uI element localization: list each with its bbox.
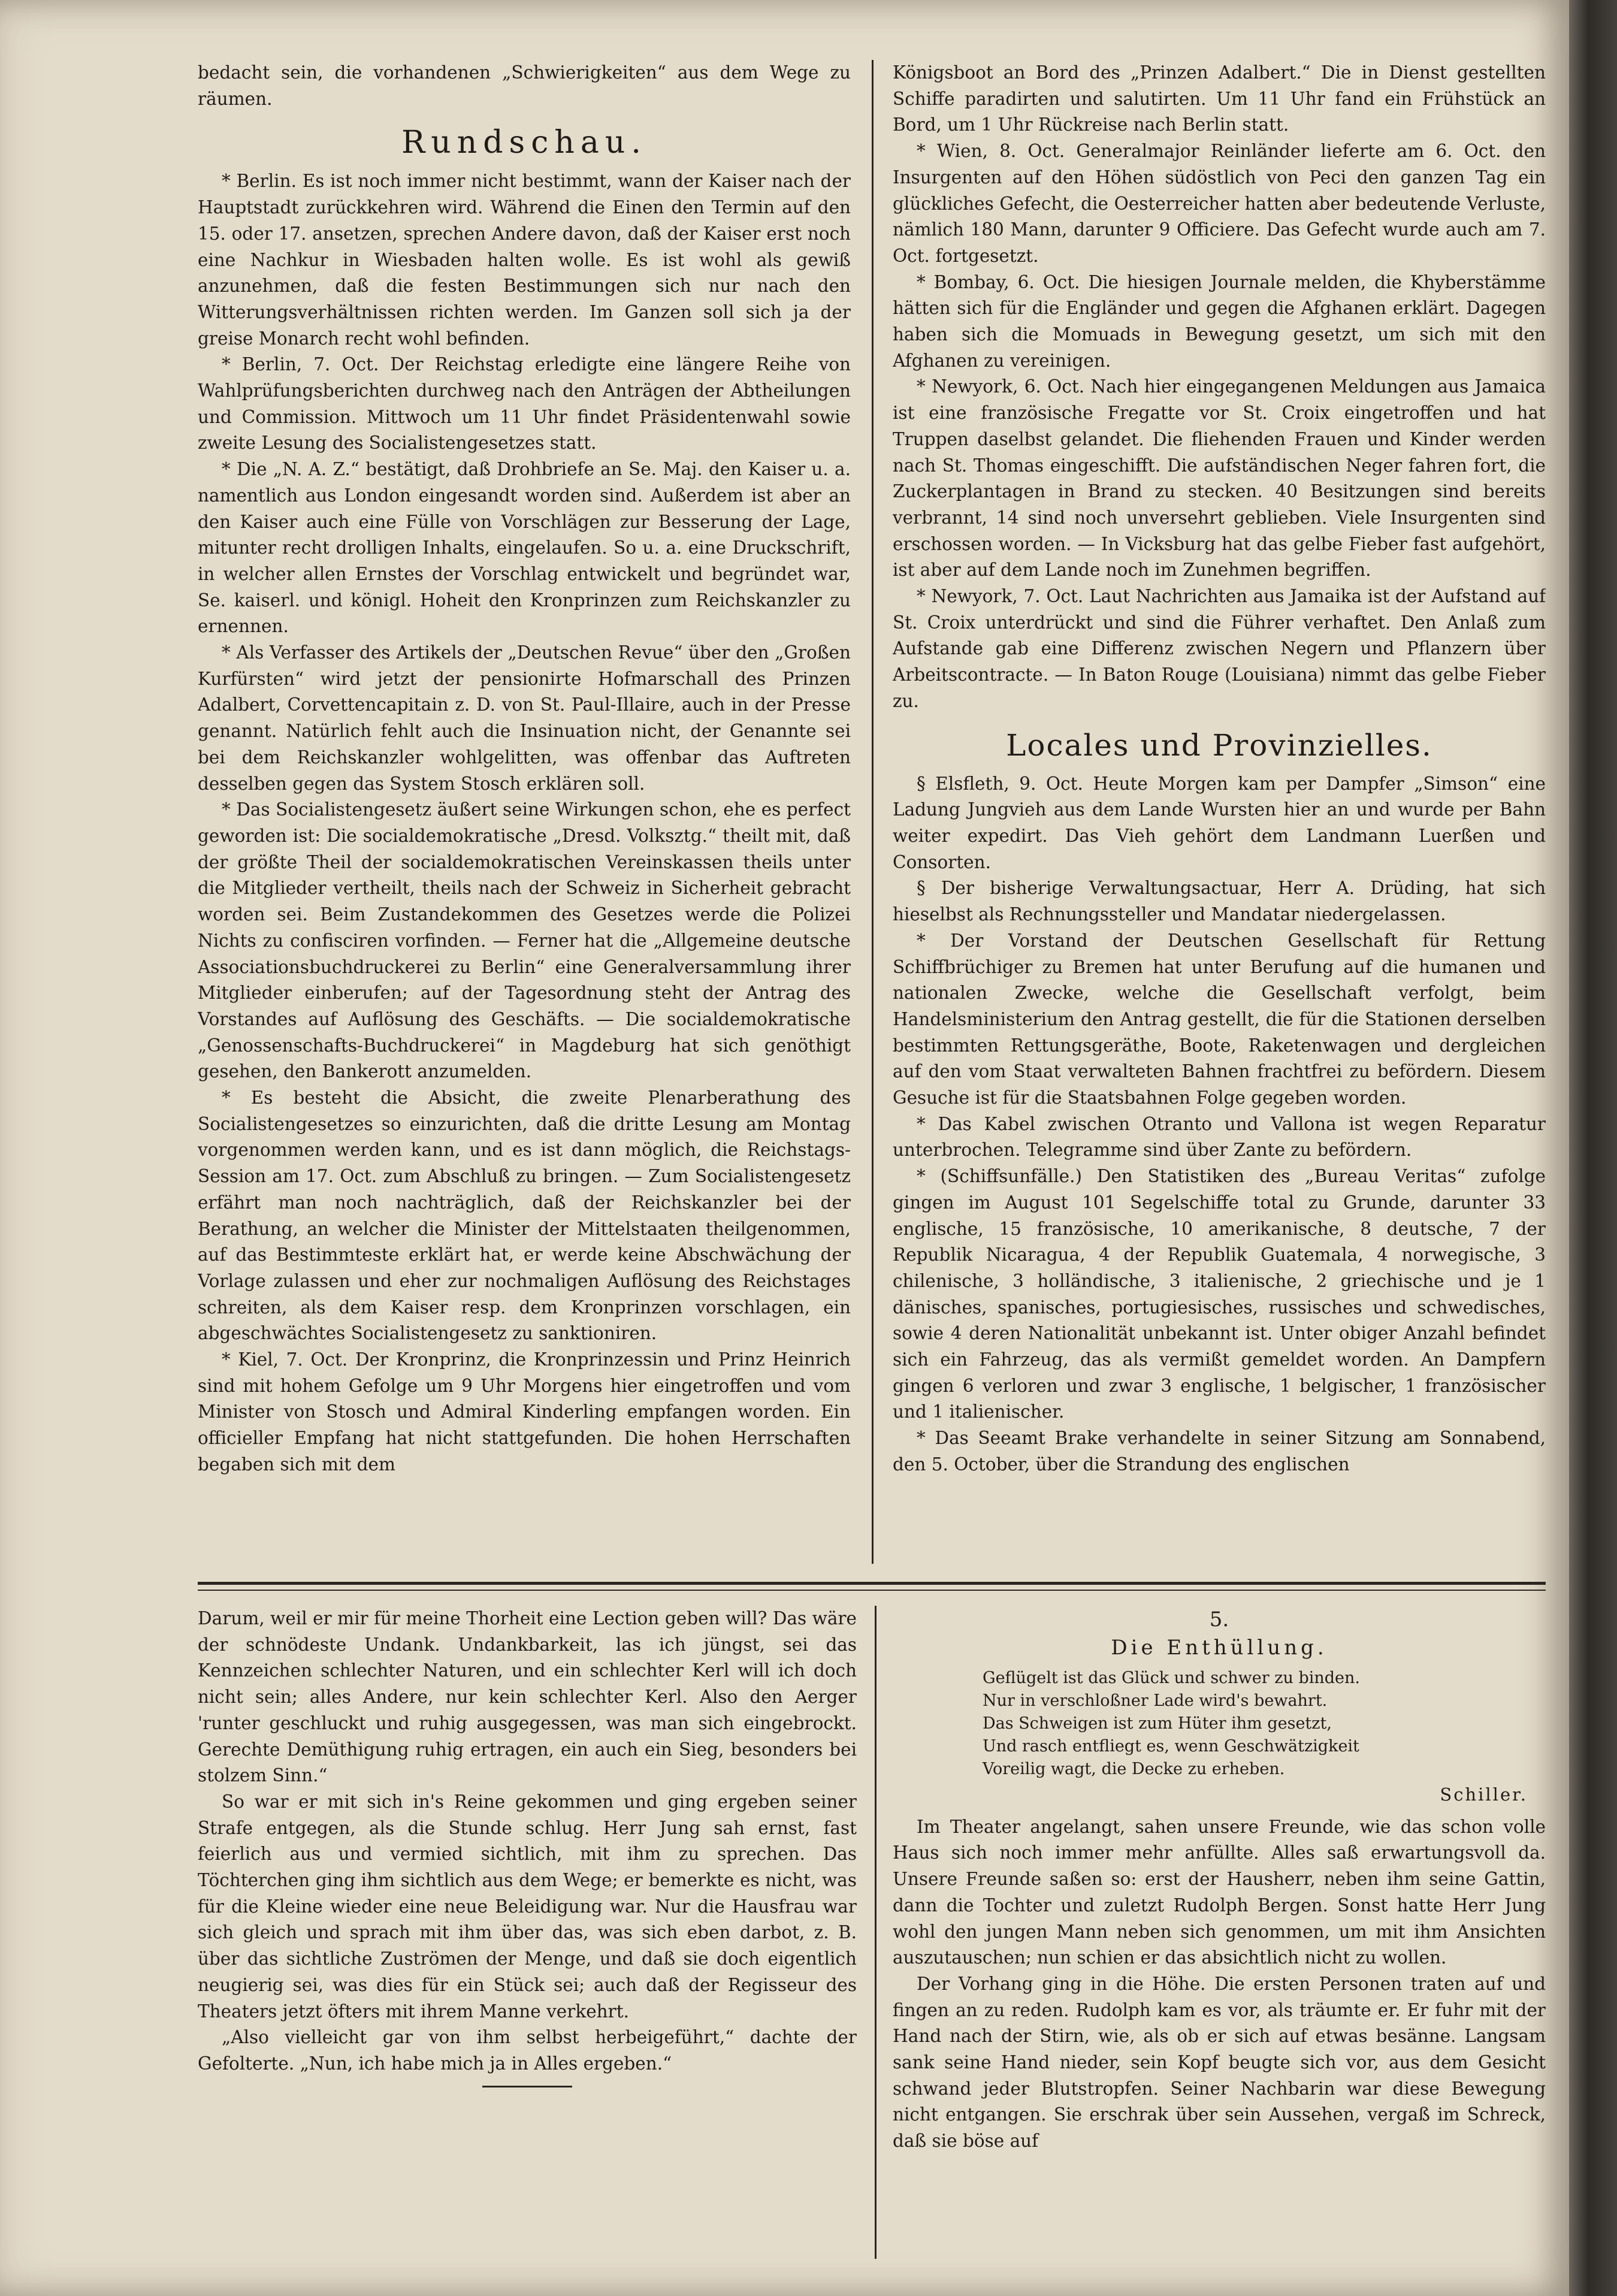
article-schiffsunfaelle: * (Schiffsunfälle.) Den Statistiken des „Bureau Veritas“ zufolge gingen im August 101 Segelschiffe total zu Grunde, darunter 33 englische, 15 französische, 10 amerikanische, 8 deutsche, 7 der Republik Nicaragua, 4 der Republik Guatemala, 4 norwegische, 3 chilenische, 3 holländische, 3 italienische, 2 griechische und je 1 dänisches, spanisches, portugiesisches, russisches und schwedisches, sowie 4 deren Nationalität unbekannt ist. Unter obiger Anzahl befindet sich ein Fahrzeug, das als vermißt gemeldet worden. An Dampfern gingen 6 verloren und zwar 3 englische, 1 belgischer, 1 französischer und 1 italienischer. xyxy=(893,1166,1546,1422)
article-bombay: * Bombay, 6. Oct. Die hiesigen Journale melden, die Khyberstämme hätten sich für die Engländer und gegen die Afghanen erklärt. Dagegen haben sich die Momuads in Bewegung gesetzt, um sich mit den Afghanen zu vereinigen. xyxy=(893,271,1546,371)
article-plenarberathung: * Es besteht die Absicht, die zweite Plenarberathung des Socialistengesetzes so einzurichten, daß die dritte Lesung am Montag vorgenommen werden kann, und es ist dann möglich, die Reichstags-Session am 17. Oct. zum Abschluß zu bringen. — Zum Socialistengesetz erfährt man noch nachträglich, daß der Reichskanzler bei der Berathung, an welcher die Minister der Mittelstaaten theilgenommen, auf das Bestimmteste erklärt hat, er werde keine Abschwächung der Vorlage zulassen und eher zur nochmaligen Auflösung des Reichstages schreiten, als dem Kaiser resp. dem Kronprinzen vorschlagen, ein abgeschwächtes Socialistengesetz zu sanktioniren. xyxy=(198,1087,851,1344)
feuilleton-divider-thin xyxy=(198,1590,1546,1591)
article-elsfleth: § Elsfleth, 9. Oct. Heute Morgen kam per Dampfer „Simson“ eine Ladung Jungvieh aus dem Lande Wursten hier an und wurde per Bahn weiter expedirt. Das Vieh gehört dem Landmann Luerßen und Consorten. xyxy=(893,773,1546,872)
article-kabel: * Das Kabel zwischen Otranto und Vallona ist wegen Reparatur unterbrochen. Telegramme sind über Zante zu befördern. xyxy=(893,1113,1546,1161)
feuilleton-paragraph: Im Theater angelangt, sahen unsere Freunde, wie das schon volle Haus sich noch immer mehr anfüllte. Alles saß erwartungsvoll da. Unsere Freunde saßen so: erst der Hausherr, neben ihm seine Gattin, dann die Tochter und zuletzt Rudolph Bergen. Sonst hatte Herr Jung wohl den jungen Mann neben sich genommen, um mit ihm Ansichten auszutauschen; nun schien er das absichtlich nicht zu wollen. xyxy=(893,1816,1546,1968)
feuilleton-paragraph: Darum, weil er mir für meine Thorheit eine Lection geben will? Das wäre der schnödeste Undank. Undankbarkeit, las ich jüngst, sei das Kennzeichen schlechter Naturen, und ein schlechter Kerl will ich doch nicht sein; alles Andere, nur kein schlechter Kerl. Also den Aerger 'runter geschluckt und ruhig ausgegessen, was man sich eingebrockt. Gerechte Demüthigung ruhig ertragen, ein auch ein Sieg, besonders bei stolzem Sinn.“ xyxy=(198,1608,857,1786)
chapter-number: 5. xyxy=(1209,1608,1229,1632)
feuilleton-paragraph: „Also vielleicht gar von ihm selbst herbeigeführt,“ dachte der Gefolterte. „Nun, ich habe mich ja in Alles ergeben.“ xyxy=(198,2027,857,2074)
article-seeamt-brake: * Das Seeamt Brake verhandelte in seiner Sitzung am Sonnabend, den 5. October, über die Strandung des englischen xyxy=(893,1428,1546,1475)
verse-author: Schiller. xyxy=(1440,1784,1528,1805)
page-content xyxy=(198,60,1546,2265)
verse-line: Das Schweigen ist zum Hüter ihm gesetzt, xyxy=(983,1714,1332,1733)
book-spine xyxy=(1569,0,1617,2296)
rundschau-heading: Rundschau. xyxy=(401,125,647,161)
article-newyork-1: * Newyork, 6. Oct. Nach hier eingegangenen Meldungen aus Jamaica ist eine französische Fregatte vor St. Croix eingetroffen und hat Truppen daselbst gelandet. Die fliehenden Frauen und Kinder werden nach St. Thomas eingeschifft. Die aufständischen Neger fahren fort, die Zuckerplantagen in Brand zu stecken. 40 Besitzungen sind bereits verbrannt, 14 sind noch unversehrt geblieben. Viele Insurgenten sind erschossen worden. — In Vicksburg hat das gelbe Fieber fast aufgehört, ist aber auf dem Lande noch im Zunehmen begriffen. xyxy=(893,376,1546,581)
section-end-rule xyxy=(482,2086,572,2087)
column-divider-top xyxy=(872,60,874,1564)
feuilleton-paragraph: So war er mit sich in's Reine gekommen und ging ergeben seiner Strafe entgegen, als die Stunde schlug. Herr Jung sah ernst, fast feierlich aus und vermied sichtlich, mit ihm zu sprechen. Das Töchterchen ging ihm sichtlich aus dem Wege; er bemerkte es nicht, was für die Kleine wieder eine neue Beleidigung war. Nur die Hausfrau war sich gleich und sprach mit ihm über das, was sich eben darbot, z. B. über das sichtliche Zuströmen der Menge, und daß sie doch eigentlich neugierig sei, was dies für ein Stück sei; auch daß der Regisseur des Theaters jetzt öfters mit ihrem Manne verkehrt. xyxy=(198,1791,857,2022)
verse-line: Geflügelt ist das Glück und schwer zu binden. xyxy=(983,1669,1361,1687)
chapter-title: Die Enthüllung. xyxy=(1111,1636,1328,1660)
column-divider-bottom xyxy=(875,1606,876,2259)
article-berlin-2: * Berlin, 7. Oct. Der Reichstag erledigte eine längere Reihe von Wahlprüfungsberichten durchweg nach den Anträgen der Abtheilungen und Commission. Mittwoch um 11 Uhr findet Präsidentenwahl sowie zweite Lesung des Socialistengesetzes statt. xyxy=(198,354,851,454)
feuilleton-right-column xyxy=(893,1606,1546,2253)
article-wien: * Wien, 8. Oct. Generalmajor Reinländer lieferte am 6. Oct. den Insurgenten auf den Höhen südöstlich von Peci den ganzen Tag ein glückliches Gefecht, die Oesterreicher hatten aber bedeutende Verluste, nämlich 180 Mann, darunter 9 Officiere. Das Gefecht wurde auch am 7. Oct. fortgesetzt. xyxy=(893,141,1546,266)
feuilleton-left-column xyxy=(198,1606,857,2253)
feuilleton-paragraph: Der Vorhang ging in die Höhe. Die ersten Personen traten auf und fingen an zu reden. Rudolph kam es vor, als träumte er. Er fuhr mit der Hand nach der Stirn, wie, als ob er sich auf etwas besänne. Langsam sank seine Hand nieder, sein Kopf beugte sich vor, aus dem Gesicht schwand jeder Blutstropfen. Seiner Nachbarin war diese Bewegung nicht entgangen. Sie erschrak über sein Aussehen, vergaß im Schreck, daß sie böse auf xyxy=(893,1973,1546,2152)
article-kiel-continued: Königsboot an Bord des „Prinzen Adalbert.“ Die in Dienst gestellten Schiffe paradirten und salutirten. Um 11 Uhr fand ein Frühstück an Bord, um 1 Uhr Rückreise nach Berlin statt. xyxy=(893,62,1546,135)
article-berlin-1: * Berlin. Es ist noch immer nicht bestimmt, wann der Kaiser nach der Hauptstadt zurückkehren wird. Während die Einen den Termin auf den 15. oder 17. ansetzen, sprechen Andere davon, daß der Kaiser erst noch eine Nachkur in Wiesbaden halten wolle. Es ist wohl als gewiß anzunehmen, daß die festen Bestimmungen sich nur nach den Witterungsverhältnissen richten werden. Im Ganzen soll sich ja der greise Monarch recht wohl befinden. xyxy=(198,171,851,349)
locales-heading: Locales und Provinzielles. xyxy=(1006,727,1432,763)
feuilleton-divider-thick xyxy=(198,1582,1546,1585)
article-rettung: * Der Vorstand der Deutschen Gesellschaft für Rettung Schiffbrüchiger zu Bremen hat unter Berufung auf die humanen und nationalen Zwecke, welche die Gesellschaft verfolgt, beim Handelsministerium den Antrag gestellt, die für die Stationen derselben bestimmten Rettungsgeräthe, Boote, Raketenwagen und dergleichen auf den vom Staat verwalteten Bahnen frachtfrei zu befördern. Diesem Gesuche ist für die Staatsbahnen Folge gegeben worden. xyxy=(893,930,1546,1108)
continued-text: bedacht sein, die vorhandenen „Schwierigkeiten“ aus dem Wege zu räumen. xyxy=(198,62,851,109)
article-kiel: * Kiel, 7. Oct. Der Kronprinz, die Kronprinzessin und Prinz Heinrich sind mit hohem Gefolge um 9 Uhr Morgens hier eingetroffen und vom Minister von Stosch und Admiral Kinderling empfangen worden. Ein officieller Empfang hat nicht stattgefunden. Die hohen Herrschaften begaben sich mit dem xyxy=(198,1349,851,1475)
right-column xyxy=(893,60,1546,1564)
verse-line: Nur in verschloßner Lade wird's bewahrt. xyxy=(983,1691,1328,1710)
article-naz: * Die „N. A. Z.“ bestätigt, daß Drohbriefe an Se. Maj. den Kaiser u. a. namentlich aus London eingesandt worden sind. Außerdem ist aber an den Kaiser auch eine Fülle von Vorschlägen zur Besserung der Lage, mitunter recht drolligen Inhalts, eingelaufen. So u. a. eine Druckschrift, in welcher allen Ernstes der Vorschlag entwickelt und begründet war, Se. kaiserl. und königl. Hoheit den Kronprinzen zum Reichskanzler zu ernennen. xyxy=(198,459,851,637)
left-column xyxy=(198,60,851,1564)
article-deutsche-revue: * Als Verfasser des Artikels der „Deutschen Revue“ über den „Großen Kurfürsten“ wird jetzt der pensionirte Hofmarschall des Prinzen Adalbert, Corvettencapitain z. D. von St. Paul-Illaire, auch in der Presse genannt. Natürlich fehlt auch die Insinuation nicht, der Genannte sei bei dem Reichskanzler wohlgelitten, was offenbar das Auftreten desselben gegen das System Stosch erklären soll. xyxy=(198,642,851,794)
article-newyork-2: * Newyork, 7. Oct. Laut Nachrichten aus Jamaika ist der Aufstand auf St. Croix unterdrückt und sind die Führer verhaftet. Den Anlaß zum Aufstande gab eine Differenz zwischen Negern und Pflanzern über Arbeitscontracte. — In Baton Rouge (Louisiana) nimmt das gelbe Fieber zu. xyxy=(893,586,1546,711)
article-drueding: § Der bisherige Verwaltungsactuar, Herr A. Drüding, hat sich hieselbst als Rechnungssteller und Mandatar niedergelassen. xyxy=(893,878,1546,925)
article-socialistengesetz: * Das Socialistengesetz äußert seine Wirkungen schon, ehe es perfect geworden ist: Die socialdemokratische „Dresd. Volksztg.“ theilt mit, daß der größte Theil der socialdemokratischen Vereinskassen theils unter die Mitglieder vertheilt, theils nach der Schweiz in Sicherheit gebracht worden sei. Beim Zustandekommen des Gesetzes werde die Polizei Nichts zu confisciren vorfinden. — Ferner hat die „Allgemeine deutsche Associationsbuchdruckerei zu Berlin“ eine Generalversammlung ihrer Mitglieder einberufen; auf der Tagesordnung steht der Antrag des Vorstandes auf Auflösung des Geschäfts. — Die socialdemokratische „Genossenschafts-Buchdruckerei“ in Magdeburg hat sich genöthigt gesehen, den Bankerott anzumelden. xyxy=(198,799,851,1082)
verse-line: Und rasch entfliegt es, wenn Geschwätzigkeit xyxy=(983,1737,1359,1756)
verse-line: Voreilig wagt, die Decke zu erheben. xyxy=(983,1760,1285,1778)
